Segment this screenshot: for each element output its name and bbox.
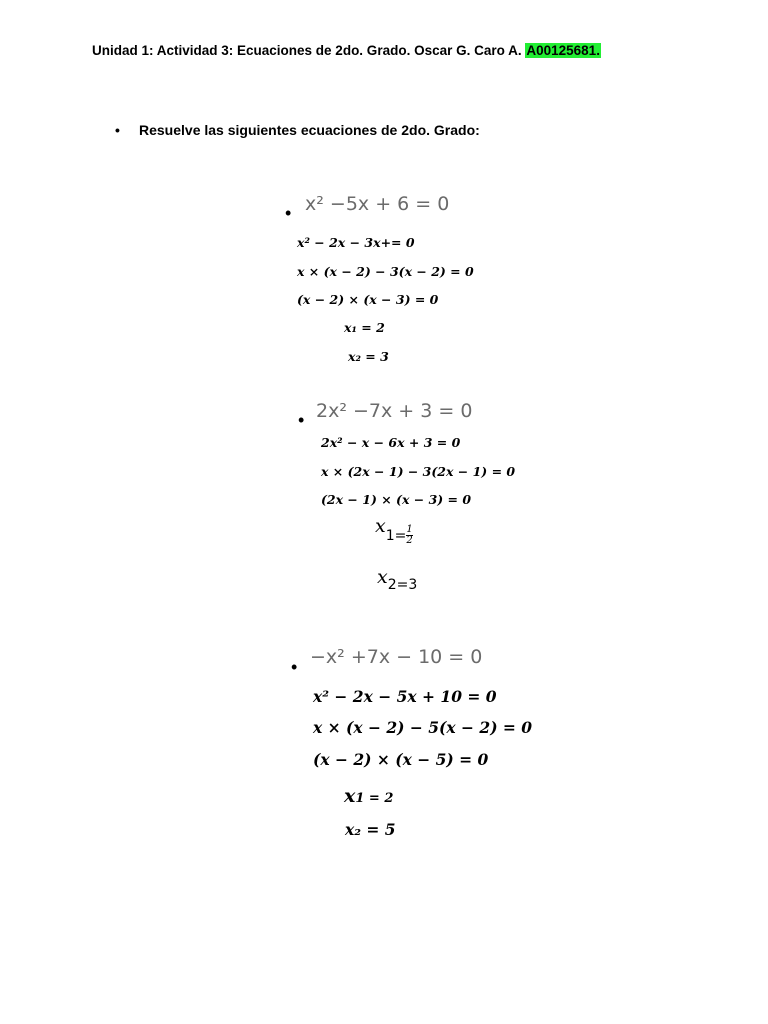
solution-subscript: 1= — [385, 528, 407, 544]
document-header — [92, 43, 601, 58]
problem-1-solution-2: x₂ = 3 — [348, 349, 389, 364]
problem-3-step-2: x × (x − 2) − 5(x − 2) = 0 — [313, 718, 533, 737]
problem-3-solution-2: x₂ = 5 — [345, 820, 396, 839]
problem-3-step-1: x² − 2x − 5x + 10 = 0 — [313, 687, 497, 706]
problem-3-equation: −x² +7x − 10 = 0 — [310, 646, 483, 668]
problem-1-solution-1: x₁ = 2 — [344, 320, 385, 335]
problem-1-step-1: x² − 2x − 3x+= 0 — [297, 235, 415, 250]
solution-subscript: 2=3 — [387, 577, 418, 593]
problem-2-solution-1 — [375, 515, 413, 546]
problem-2-step-3: (2x − 1) × (x − 3) = 0 — [321, 492, 472, 507]
bullet-icon: • — [291, 657, 298, 677]
solution-variable: x — [375, 515, 386, 537]
fraction-numerator: 1 — [406, 523, 413, 535]
instruction-text: Resuelve las siguientes ecuaciones de 2do. Grado: — [139, 122, 480, 138]
student-id-highlight: A00125681. — [526, 43, 600, 58]
problem-3-solution-1 — [344, 785, 393, 807]
problem-1-step-3: (x − 2) × (x − 3) = 0 — [297, 292, 439, 307]
header-text: Unidad 1: Actividad 3: Ecuaciones de 2do. Grado. Oscar G. Caro A. — [92, 43, 522, 58]
problem-2-solution-2 — [377, 566, 418, 593]
bullet-icon: • — [115, 122, 120, 138]
problem-2-equation: 2x² −7x + 3 = 0 — [316, 400, 473, 422]
instruction-item — [115, 122, 480, 138]
fraction-denominator: 2 — [406, 534, 413, 546]
problem-1-step-2: x × (x − 2) − 3(x − 2) = 0 — [297, 264, 474, 279]
solution-variable: x — [377, 566, 388, 588]
bullet-icon: • — [285, 203, 292, 223]
problem-3-step-3: (x − 2) × (x − 5) = 0 — [313, 750, 489, 769]
solution-variable: x — [344, 785, 356, 807]
solution-subscript: 1 = 2 — [355, 791, 394, 806]
fraction — [406, 525, 412, 546]
bullet-icon: • — [298, 410, 305, 430]
problem-2-step-2: x × (2x − 1) − 3(2x − 1) = 0 — [321, 464, 516, 479]
problem-2-step-1: 2x² − x − 6x + 3 = 0 — [321, 435, 461, 450]
problem-1-equation: x² −5x + 6 = 0 — [305, 193, 450, 215]
